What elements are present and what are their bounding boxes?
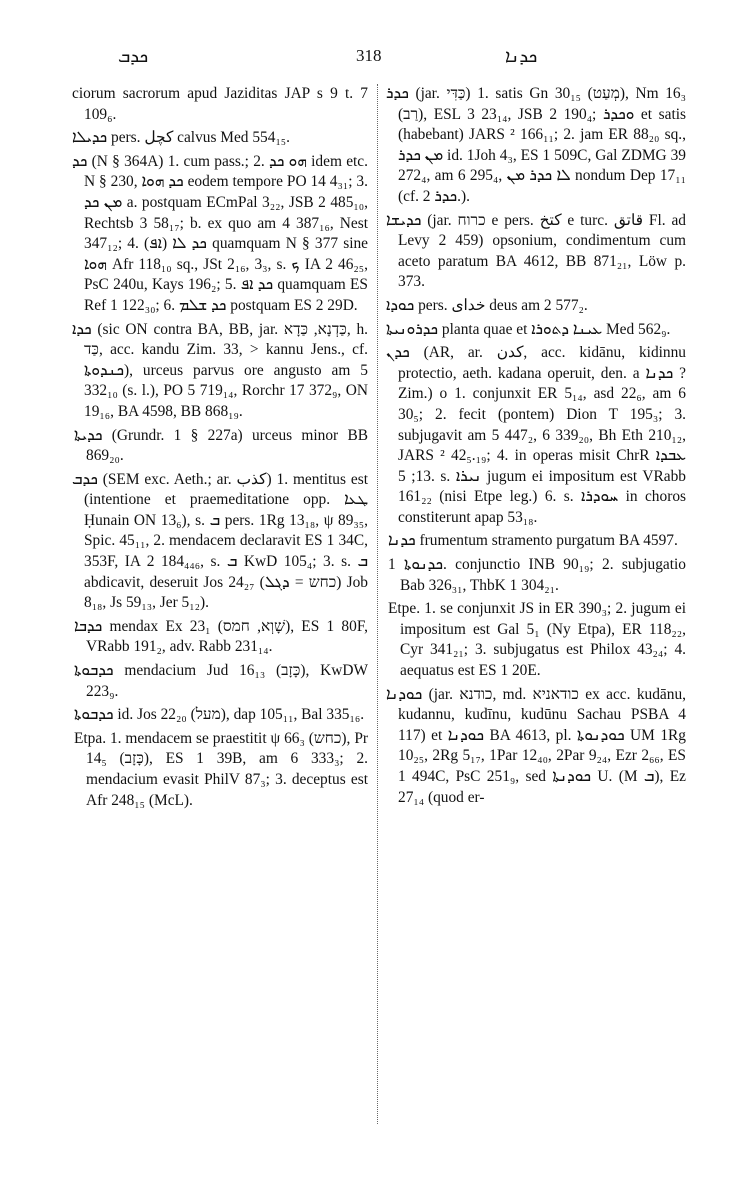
entry-text: ܟܕܒܐ mendax Ex 23₁ (שָׁוְא, חמס), ES 1 80F, VRabb 191₂, adv. Rabb 231₁₄. [74, 617, 368, 656]
entry-text: ܟܕܐ (sic ON contra BA, BB, jar. כַּדְנָא, כַּדָא, h. כַּד, acc. kandu Zim. 33, > kannu Jens., cf. ܟܢܕܘܬܐ), urceus parvus ore angusto am 5 332₁₀ (s. l.), PO 5 719₁₄, Rorchr 17 372₉, ON 19₁₆, BA 4598, BB 868₁₉. [72, 320, 368, 420]
entry-text: ܟܘܕܢܐ (jar. כודנא, md. כודאניא ex acc. kudānu, kudannu, kudīnu, kudūnu Sachau PSBA 4 117) et ܟܘܕܢܐ BA 4613, pl. ܟܘܕܢܘܬܐ UM 1Rg 10₂₅, 2Rg 5₁₇, 1Par 12₄₀, 2Par 9₂₄, Ezr 2₆₆, ES 1 494C, PsC 251₉, sed ܟܘܕܢܬܐ U. (M ܒ), Ez 27₁₄ (quod er- [386, 685, 687, 806]
entry-text: ܟܕܒܘܬܐ mendacium Jud 16₁₃ (כָּזָב), KwDW 223₉. [74, 662, 368, 700]
entry-text: ܟܕܢܐ frumentum stramento purgatum BA 4597. [388, 532, 678, 550]
entry-text: ܟܕܝܬܐ (Grundr. 1 § 227a) urceus minor BB 869₂₀. [74, 426, 368, 465]
entry-text: Etpa. 1. mendacem se praestitit ψ 66₃ (כחש), Pr 14₅ (כָּזָב), ES 1 39B, am 6 333₃; 2. mendacium evasit PhilV 87₃; 3. deceptus est Afr 248₁₅ (McL). [74, 729, 368, 809]
entry-text: Etpe. 1. se conjunxit JS in ER 390₃; 2. jugum ei impositum est Gal 5₁ (Ny Etpa), ER 118₂₂, Cyr 341₂₁; 3. subjugatus est Philox 43₂₄; 4. aequatus est ES 1 20E. [388, 600, 686, 680]
left-column [72, 84, 368, 814]
entry-text: ܟܕܪ (jar. כַּדִּי) 1. satis Gn 30₁₅ (מְעַט), Nm 16₃ (רַב), ESL 3 23₁₄, JSB 2 190₄; ܘܟܕܪ et satis (habebant) JARS ² 166₁₁; 2. jam ER 88₂₀ sq., ܡܢ ܟܕܪ id. 1Joh 4₃, ES 1 509C, Gal ZDMG 39 272₄, am 6 295₄, ܠܐ ܟܕܪ ܡܢ nondum Dep 17₁₁ (cf. ܟܕܪ 2.). [386, 85, 686, 205]
column-divider [377, 84, 378, 1124]
entry-text: ܟܕܒܘܬܐ id. Jos 22₂₀ (מעל), dap 105₁₁, Bal 335₁₆. [74, 706, 365, 724]
entry-text: ܟܕܢܘܬܐ 1. conjunctio INB 90₁₉; 2. subjugatio Bab 326₃₁, ThbK 1 304₂₁. [388, 556, 686, 594]
running-header [60, 46, 700, 70]
right-column [386, 84, 686, 811]
entry-text: ܟܕܪܘܢܝܬܐ planta quae et ܥܝܢܐ ܕܬܘܪܐ Med 562₉. [386, 320, 671, 338]
entry-text: ܟܘܕܐ pers. خداى deus am 2 577₂. [386, 296, 588, 314]
header-headword-left: ܟܕܒ [118, 46, 149, 67]
entry-text: ܟܕܢ (AR, ar. كدن, acc. kidānu, kidinnu protectio, aeth. kadana operuit, den. a ܟܕܢܐ ? Zim.) o 1. conjunxit ER 5₁₄, asd 22₆, am 6 30₅; 2. fecit (pontem) Dion T 195₃; 3. subjugavit am 5 447₂, 6 339₂₀, Bh Eth 210₁₂, JARS ² 42₅.₁₉; 4. in operas misit ChrR ܥܒܕܐ 13; 5. s. ܢܝܪܐ jugum ei impositum est VRabb 161₂₂ (nisi Etpe leg.) 6. s. ܚܘܕܪܐ in choros constiterunt apap 53₁₈. [386, 344, 687, 526]
entry-text: ܟܕܝܫܐ (jar. כרוח e pers. کتخ e turc. قاتق Fl. ad Levy 2 459) opsonium, condimentum cum aceto paratum BA 4612, BB 871₂₁, Löw p. 373. [386, 211, 686, 291]
page-number: 318 [356, 46, 382, 65]
header-headword-right: ܟܕܢܐ [505, 46, 538, 67]
entry-text: ܟܕܒ (SEM exc. Aeth.; ar. كذب) 1. mentitus est (intentione et praemeditatione opp. ܛܥܐ Ḥunain ON 13₆), s. ܒ pers. 1Rg 13₁₈, ψ 89₃₅, Spic. 45₁₁, 2. mendacem declaravit ES 1 34C, 353F, IA 2 184₄₄₆, s. ܒ KwD 105₄; 3. s. ܒ abdicavit, deseruit Jos 24₂₇ (כחש = ܕܓܠ) Job 8₁₈, Js 59₁₃, Jer 5₁₂). [72, 470, 368, 612]
entry-text: ܟܕ (N § 364A) 1. cum pass.; 2. ܗܘ ܟܕ idem etc. N § 230, ܟܕ ܗܘܐ eodem tempore PO 14 4₃₁; 3. ܡܢ ܟܕ a. postquam ECmPal 3₂₂, JSB 2 485₁₀, Rechtsb 3 58₁₇; b. ex quo am 4 387₁₆, Nest 347₁₂; 4. (ܐܦ) ܟܕ ܠܐ quamquam N § 377 sine ܗܘܐ Afr 118₁₀ sq., JSt 2₁₆, 3₃, s. ܟ IA 2 46₂₅, PsC 240u, Kays 196₂; 5. ܟܕ ܐܦ quamquam ES Ref 1 122₃₀; 6. ܟܕ ܫܠܡ postquam ES 2 29D. [72, 152, 369, 314]
entry-text: ciorum sacrorum apud Jaziditas JAP s 9 t. 7 109₆. [72, 85, 368, 123]
entry-text: ܟܕܝܠܐ pers. کچل calvus Med 554₁₅. [72, 129, 291, 147]
